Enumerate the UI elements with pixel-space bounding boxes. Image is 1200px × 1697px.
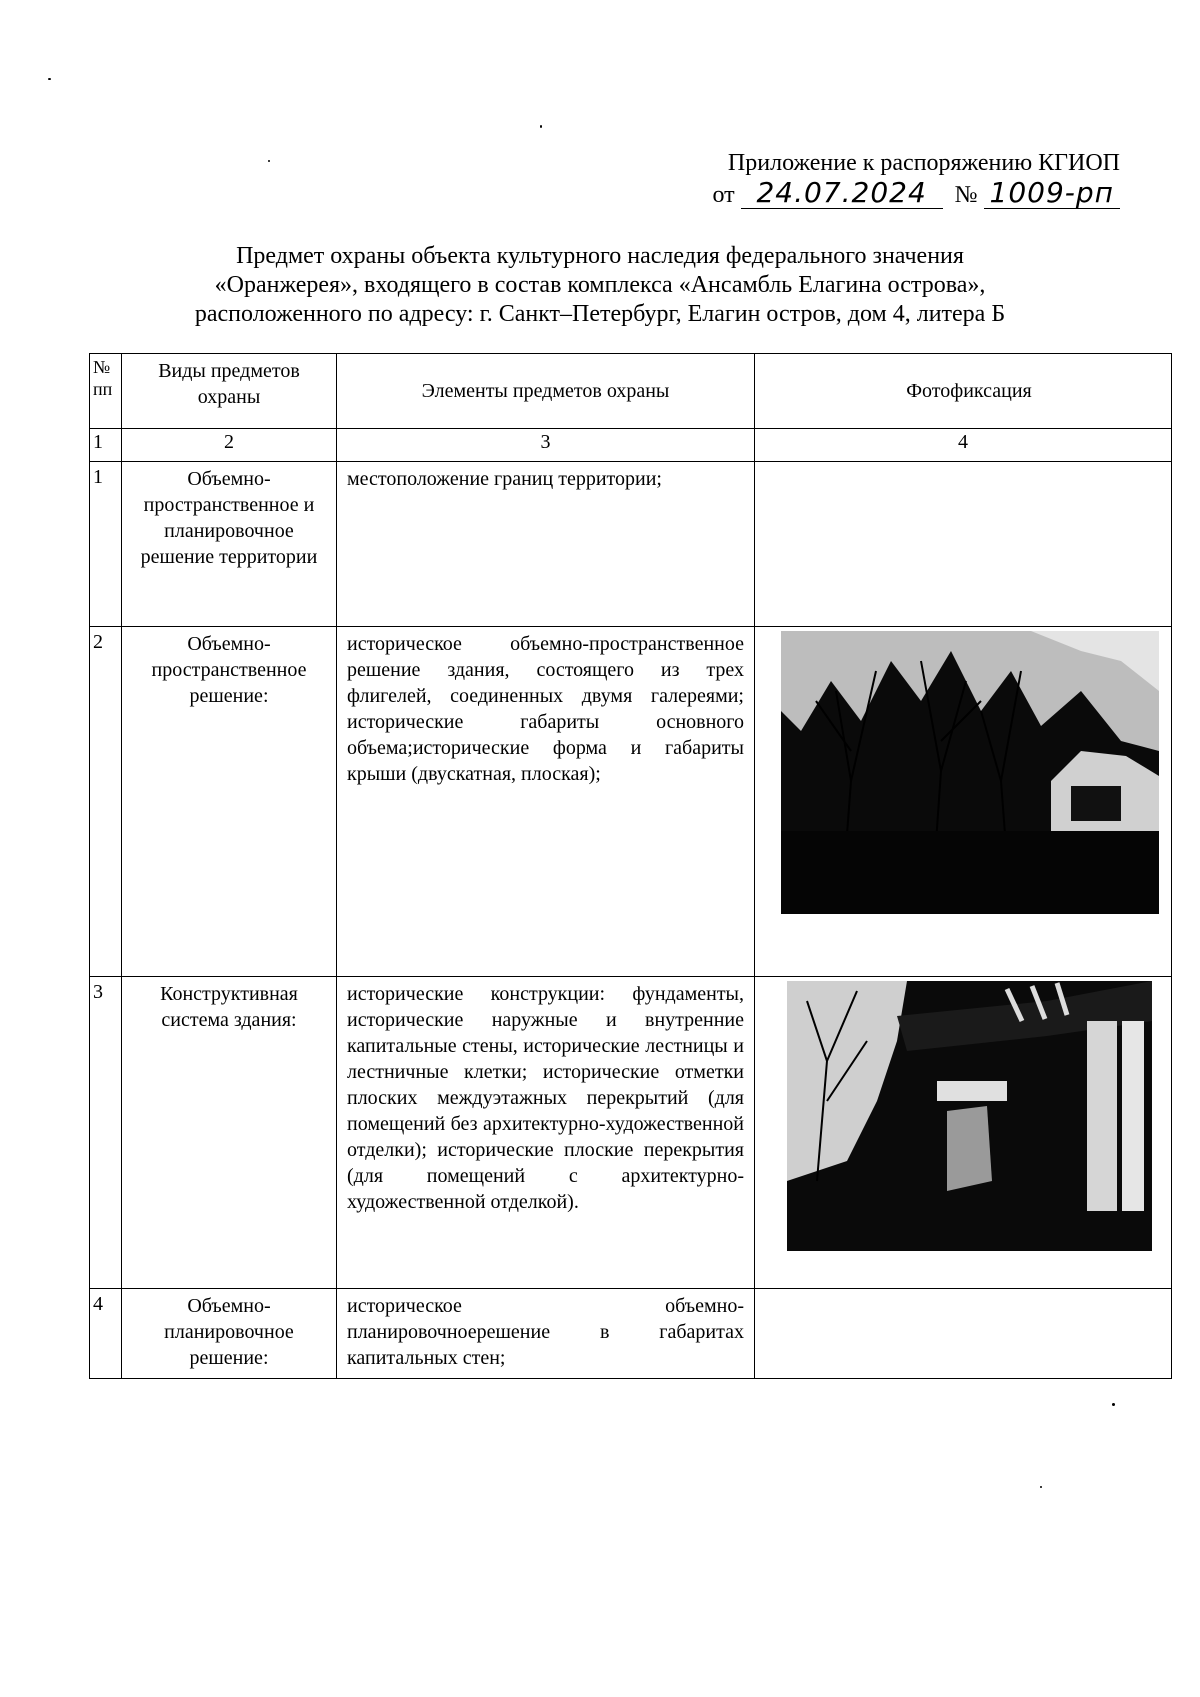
column-index: 2 <box>122 429 337 462</box>
document-title-line: Предмет охраны объекта культурного наследия федерального значения <box>236 243 964 269</box>
appendix-date-number <box>700 178 1120 212</box>
column-index: 4 <box>755 429 1172 462</box>
row-kind: Конструктивная система здания: <box>122 977 337 1289</box>
table-row <box>90 627 1172 977</box>
handwritten-number: 1009-рп <box>984 178 1120 209</box>
row-kind: Объемно-планировочное решение: <box>122 1289 337 1379</box>
row-photo-empty <box>755 1289 1172 1379</box>
photo-trees-building <box>781 631 1159 914</box>
scan-speck <box>48 78 51 80</box>
table-row <box>90 977 1172 1289</box>
scan-speck <box>1112 1403 1115 1406</box>
header-no: № пп <box>90 354 122 429</box>
header-kind: Виды предметов охраны <box>122 354 337 429</box>
number-sign: № <box>954 182 978 208</box>
row-kind: Объемно-пространственное решение: <box>122 627 337 977</box>
document-title-line: расположенного по адресу: г. Санкт–Петербург, Елагин остров, дом 4, литера Б <box>194 301 1006 327</box>
document-title-line: «Оранжерея», входящего в состав комплекса «Ансамбль Елагина острова», <box>214 272 986 298</box>
appendix-header <box>700 148 1120 212</box>
row-number: 2 <box>90 627 122 977</box>
header-elements: Элементы предметов охраны <box>337 354 755 429</box>
row-number: 1 <box>90 462 122 627</box>
row-number: 4 <box>90 1289 122 1379</box>
table-row <box>90 462 1172 627</box>
scan-speck <box>540 125 542 128</box>
photo-gallery-colonnade <box>787 981 1152 1251</box>
row-elements: историческое объемно-планировочноерешение в габаритах капитальных стен; <box>337 1289 755 1379</box>
header-photo: Фотофиксация <box>755 354 1172 429</box>
row-photo <box>755 977 1172 1289</box>
handwritten-date: 24.07.2024 <box>741 178 943 209</box>
table-row <box>90 1289 1172 1379</box>
column-index: 1 <box>90 429 122 462</box>
row-photo-empty <box>755 462 1172 627</box>
row-number: 3 <box>90 977 122 1289</box>
column-index: 3 <box>337 429 755 462</box>
row-kind: Объемно-пространственное и планировочное решение территории <box>122 462 337 627</box>
scan-speck <box>268 160 270 162</box>
row-elements: исторические конструкции: фундаменты, исторические наружные и внутренние капитальные стены, исторические лестницы и лестничные клетки; исторические отметки плоских междуэтажных перекрытий (для помещений без архитектурно-художественной отделки); исторические плоские перекрытия (для помещений с архитектурно-художественной отделкой). <box>337 977 755 1289</box>
scan-speck <box>1040 1486 1042 1488</box>
row-elements: историческое объемно-пространственное решение здания, состоящего из трех флигелей, соединенных двумя галереями; исторические габариты основного объема;исторические форма и габариты крыши (двускатная, плоская); <box>337 627 755 977</box>
document-title <box>150 242 1050 329</box>
appendix-title: Приложение к распоряжению КГИОП <box>727 150 1120 176</box>
row-elements: местоположение границ территории; <box>337 462 755 627</box>
table-header-row <box>90 354 1172 429</box>
date-prefix: от <box>712 182 735 208</box>
protection-table <box>89 353 1172 1379</box>
column-index-row <box>90 429 1172 462</box>
row-photo <box>755 627 1172 977</box>
